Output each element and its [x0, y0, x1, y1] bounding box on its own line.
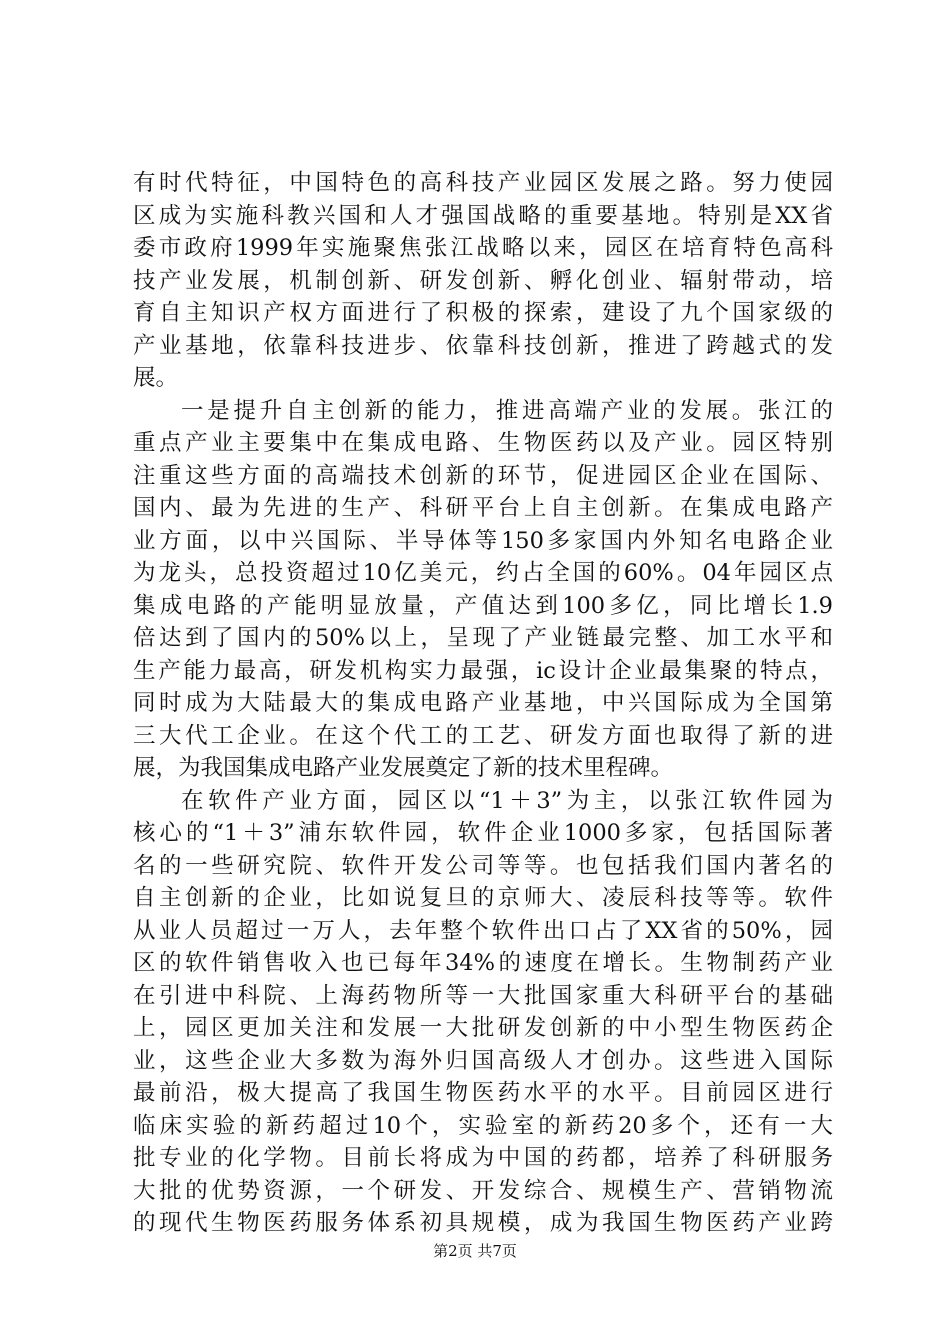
text-line: 国内、最为先进的生产、科研平台上自主创新。在集成电路产 — [133, 495, 833, 521]
text-line: 最前沿，极大提高了我国生物医药水平的水平。目前园区进行 — [133, 1080, 833, 1106]
text-line: 产业基地，依靠科技进步、依靠科技创新，推进了跨越式的发 — [133, 332, 833, 359]
text-line: 三大代工企业。在这个代工的工艺、研发方面也取得了新的进 — [133, 722, 833, 749]
paragraph-start-line: 一是提升自主创新的能力，推进高端产业的发展。张江的 — [181, 397, 833, 424]
text-line: 在引进中科院、上海药物所等一大批国家重大科研平台的基础 — [133, 982, 833, 1009]
text-line: 集成电路的产能明显放量，产值达到100多亿，同比增长1.9 — [133, 592, 833, 619]
text-line: 重点产业主要集中在集成电路、生物医药以及产业。园区特别 — [133, 430, 833, 456]
page-number-footer: 第2页 共7页 — [433, 1242, 517, 1260]
text-line: 生产能力最高，研发机构实力最强，ic设计企业最集聚的特点， — [133, 657, 833, 684]
text-line: 业方面，以中兴国际、半导体等150多家国内外知名电路企业 — [133, 527, 833, 554]
text-line: 大批的优势资源，一个研发、开发综合、规模生产、营销物流 — [133, 1177, 833, 1204]
text-line: 从业人员超过一万人，去年整个软件出口占了XX省的50%，园 — [133, 917, 833, 944]
text-line: 技产业发展，机制创新、研发创新、孵化创业、辐射带动，培 — [133, 267, 833, 294]
text-line: 育自主知识产权方面进行了积极的探索，建设了九个国家级的 — [133, 300, 833, 326]
text-line: 倍达到了国内的50%以上，呈现了产业链最完整、加工水平和 — [133, 625, 833, 651]
paragraph-start-line: 在软件产业方面，园区以“1＋3”为主，以张江软件园为 — [181, 787, 833, 814]
text-line: 注重这些方面的高端技术创新的环节，促进园区企业在国际、 — [133, 462, 833, 489]
text-line: 名的一些研究院、软件开发公司等等。也包括我们国内著名的 — [133, 852, 833, 879]
text-line: 同时成为大陆最大的集成电路产业基地，中兴国际成为全国第 — [133, 690, 833, 716]
text-line: 临床实验的新药超过10个，实验室的新药20多个，还有一大 — [133, 1112, 833, 1139]
body-text — [133, 167, 833, 1240]
text-line: 展。 — [133, 365, 179, 391]
text-line: 委市政府1999年实施聚焦张江战略以来，园区在培育特色高科 — [133, 235, 833, 261]
text-line: 的现代生物医药服务体系初具规模，成为我国生物医药产业跨 — [133, 1210, 833, 1236]
text-line: 业，这些企业大多数为海外归国高级人才创办。这些进入国际 — [133, 1047, 833, 1074]
text-line: 区成为实施科教兴国和人才强国战略的重要基地。特别是XX省 — [133, 202, 833, 229]
text-line: 为龙头，总投资超过10亿美元，约占全国的60%。04年园区点 — [133, 560, 833, 586]
text-line: 区的软件销售收入也已每年34%的速度在增长。生物制药产业 — [133, 950, 833, 976]
text-line: 展，为我国集成电路产业发展奠定了新的技术里程碑。 — [133, 755, 674, 781]
text-line: 自主创新的企业，比如说复旦的京师大、凌辰科技等等。软件 — [133, 885, 833, 911]
text-line: 核心的“1＋3”浦东软件园，软件企业1000多家，包括国际著 — [133, 820, 833, 846]
text-line: 批专业的化学物。目前长将成为中国的药都，培养了科研服务 — [133, 1145, 833, 1171]
text-line: 有时代特征，中国特色的高科技产业园区发展之路。努力使园 — [133, 170, 833, 196]
text-line: 上，园区更加关注和发展一大批研发创新的中小型生物医药企 — [133, 1015, 833, 1041]
